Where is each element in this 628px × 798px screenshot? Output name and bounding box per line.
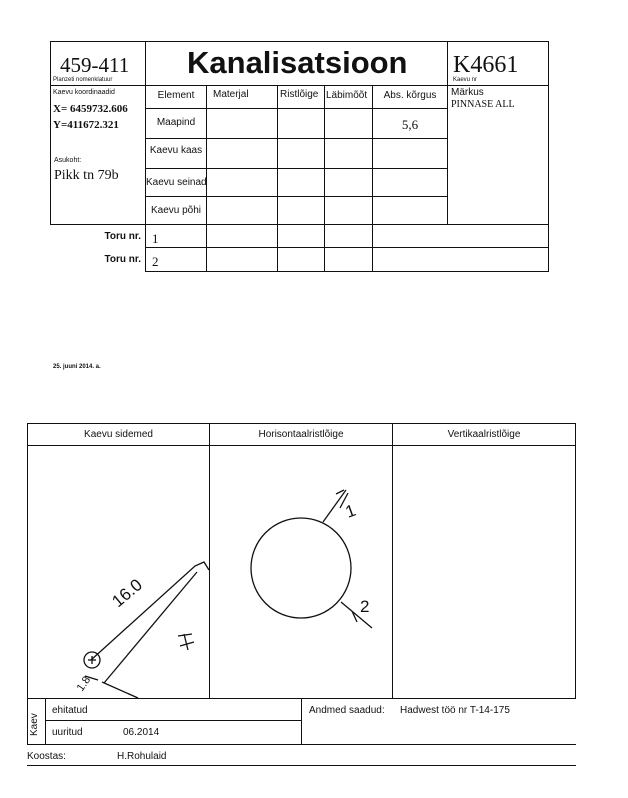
header-abs-height: Abs. kõrgus	[383, 90, 437, 101]
well-number-label: Kaevu nr	[453, 77, 478, 83]
dim-small-label: 1.8	[74, 674, 94, 694]
arrow-1-label: 1	[342, 500, 359, 522]
drawing-col-vertical: Vertikaalristlõige	[447, 429, 521, 440]
pipe-1-label: Toru nr.	[104, 231, 141, 242]
side-label: Kaev	[29, 713, 40, 736]
built-label: ehitatud	[52, 705, 88, 716]
coord-x: X= 6459732.606	[53, 103, 128, 115]
author-value: H.Rohulaid	[117, 751, 167, 762]
nomenclature-label: Planzeti nomenklatuur	[53, 77, 113, 83]
coord-y: Y=411672.321	[53, 119, 119, 131]
source-label: Andmed saadud:	[309, 705, 385, 716]
source-value: Hadwest töö nr T-14-175	[400, 705, 510, 716]
footer-bottom-line	[27, 744, 576, 745]
header-element: Element	[157, 90, 195, 101]
header-material: Materjal	[213, 89, 249, 100]
location-label: Asukoht:	[54, 157, 82, 164]
row-element-lid: Kaevu kaas	[149, 145, 203, 156]
row-element-bottom: Kaevu põhi	[150, 205, 202, 216]
page-title: Kanalisatsioon	[187, 45, 408, 80]
measured-label: uuritud	[52, 727, 83, 738]
footer-author-line	[27, 765, 576, 766]
measured-date: 06.2014	[123, 727, 160, 738]
row-element-walls: Kaevu seinad	[146, 177, 207, 188]
arrow-2-label: 2	[360, 597, 370, 616]
pipe-1-value: 1	[152, 231, 159, 246]
pipe-2-value: 2	[152, 254, 159, 269]
pipe-2-label: Toru nr.	[104, 254, 141, 265]
well-number: K4661	[453, 52, 519, 78]
author-label: Koostas:	[27, 751, 66, 762]
dim-main-label: 16.0	[108, 575, 146, 612]
row-element-ground: Maapind	[156, 117, 196, 128]
nomenclature-value: 459-411	[60, 53, 130, 77]
footer-side-line	[45, 698, 46, 745]
location-value: Pikk tn 79b	[54, 168, 119, 183]
well-circle	[251, 518, 351, 618]
drawing-col-ties: Kaevu sidemed	[84, 429, 153, 440]
drawing-col-horizontal: Horisontaalristlõige	[258, 429, 344, 440]
footer-mid-line	[301, 698, 302, 745]
header-diameter: Läbimõõt	[326, 90, 368, 101]
header-cross-section: Ristlõige	[280, 89, 319, 100]
ties-sketch	[84, 562, 209, 698]
document-date: 25. juuni 2014. a.	[53, 364, 101, 370]
row-abs-ground: 5,6	[401, 117, 419, 132]
footer-left-line	[27, 698, 28, 745]
footer-row-line	[45, 720, 302, 721]
mark-h-label	[178, 632, 179, 633]
remarks-value: PINNASE ALL	[451, 99, 515, 110]
coords-label: Kaevu koordinaadid	[53, 89, 115, 96]
remarks-label: Märkus	[451, 87, 484, 98]
